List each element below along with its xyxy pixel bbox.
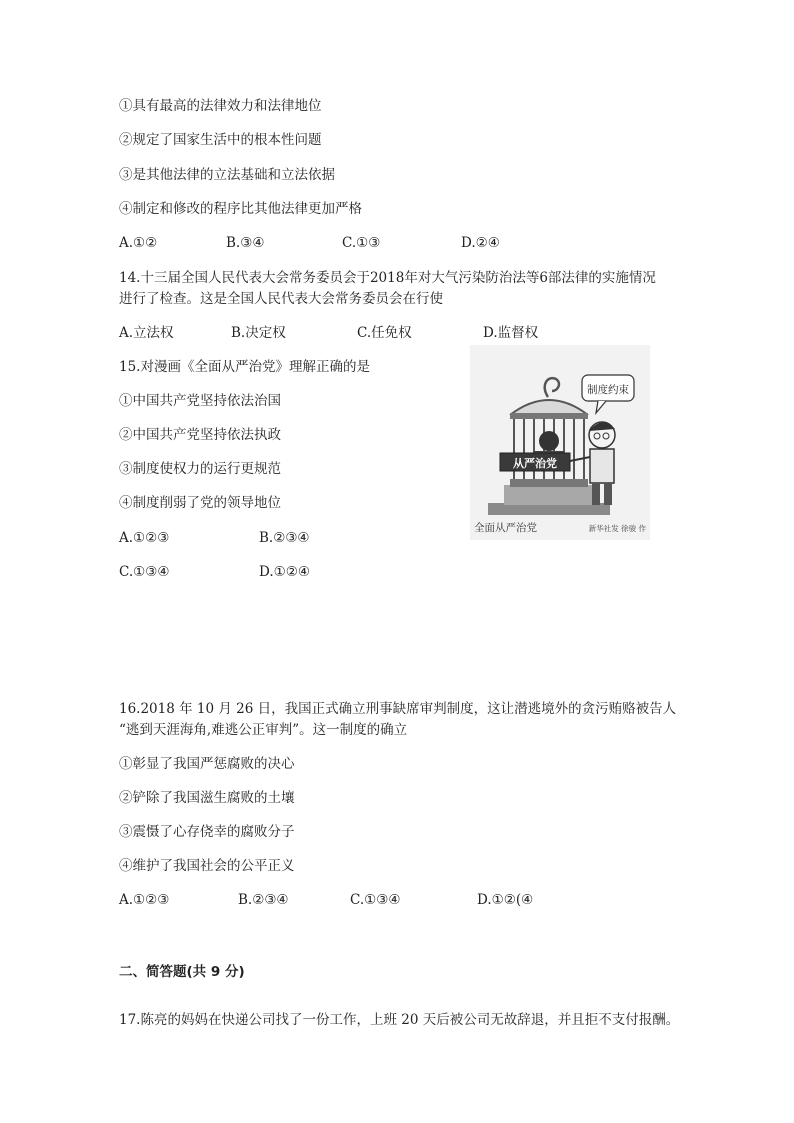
q15-option-d: D.①②④ — [259, 564, 310, 580]
q14-option-b: B.决定权 — [231, 325, 286, 341]
q13-option-c: C.①③ — [342, 235, 381, 251]
ball — [539, 431, 559, 451]
q17-stem: 17.陈亮的妈妈在快递公司找了一份工作，上班 20 天后被公司无故辞退，并且拒不支付报酬。 — [119, 1012, 680, 1028]
q13-item-2: ②规定了国家生活中的根本性问题 — [119, 132, 322, 148]
q16-option-a: A.①②③ — [119, 892, 170, 908]
q15-item-4: ④制度削弱了党的领导地位 — [119, 495, 281, 511]
q16-item-4: ④维护了我国社会的公平正义 — [119, 858, 295, 874]
cage-bottom-ring — [510, 479, 588, 487]
bubble-text: 制度约束 — [587, 384, 629, 396]
q16-stem-line-1: 16.2018 年 10 月 26 日，我国正式确立刑事缺席审判制度，这让潜逃境外的贪污贿赂被告人 — [119, 701, 677, 717]
person-leg-right — [604, 483, 612, 505]
q14-stem-line-2: 进行了检查。这是全国人民代表大会常务委员会在行使 — [119, 291, 443, 307]
q13-item-1: ①具有最高的法律效力和法律地位 — [119, 98, 322, 114]
q13-option-a: A.①② — [119, 235, 158, 251]
cartoon-illustration — [470, 345, 650, 540]
q14-stem-line-1: 14.十三届全国人民代表大会常务委员会于2018年对大气污染防治法等6部法律的实施情况 — [119, 270, 656, 286]
q15-stem: 15.对漫画《全面从严治党》理解正确的是 — [119, 359, 370, 375]
cartoon-credit: 新华社发 徐骏 作 — [588, 524, 646, 533]
q15-option-a: A.①②③ — [119, 530, 170, 546]
q14-option-c: C.任免权 — [357, 325, 412, 341]
q15-item-2: ②中国共产党坚持依法执政 — [119, 427, 281, 443]
cartoon-caption: 全面从严治党 — [474, 522, 537, 534]
q16-option-b: B.②③④ — [238, 892, 289, 908]
q15-option-c: C.①③④ — [119, 564, 170, 580]
q16-item-2: ②铲除了我国滋生腐败的土壤 — [119, 790, 295, 806]
q16-item-3: ③震慑了心存侥幸的腐败分子 — [119, 824, 295, 840]
cage-top-ring — [510, 413, 588, 419]
q14-option-a: A.立法权 — [119, 325, 174, 341]
person-leg-left — [592, 483, 600, 505]
q13-item-3: ③是其他法律的立法基础和立法依据 — [119, 167, 335, 183]
q13-option-d: D.②④ — [461, 235, 500, 251]
q16-option-c: C.①③④ — [350, 892, 401, 908]
q15-option-b: B.②③④ — [259, 530, 310, 546]
q16-option-d: D.①②(④ — [477, 892, 534, 908]
q14-option-d: D.监督权 — [483, 325, 539, 341]
q16-stem-line-2: “逃到天涯海角,难逃公正审判”。这一制度的确立 — [119, 722, 408, 738]
sign-text: 从严治党 — [513, 457, 557, 470]
q15-item-1: ①中国共产党坚持依法治国 — [119, 393, 281, 409]
q13-item-4: ④制定和修改的程序比其他法律更加严格 — [119, 201, 362, 217]
cage-pedestal — [504, 485, 594, 505]
q13-option-b: B.③④ — [226, 235, 265, 251]
q15-item-3: ③制度使权力的运行更规范 — [119, 461, 281, 477]
q16-item-1: ①彰显了我国严惩腐败的决心 — [119, 756, 295, 772]
person-body — [590, 449, 614, 483]
section-heading: 二、简答题(共 9 分) — [119, 964, 245, 980]
